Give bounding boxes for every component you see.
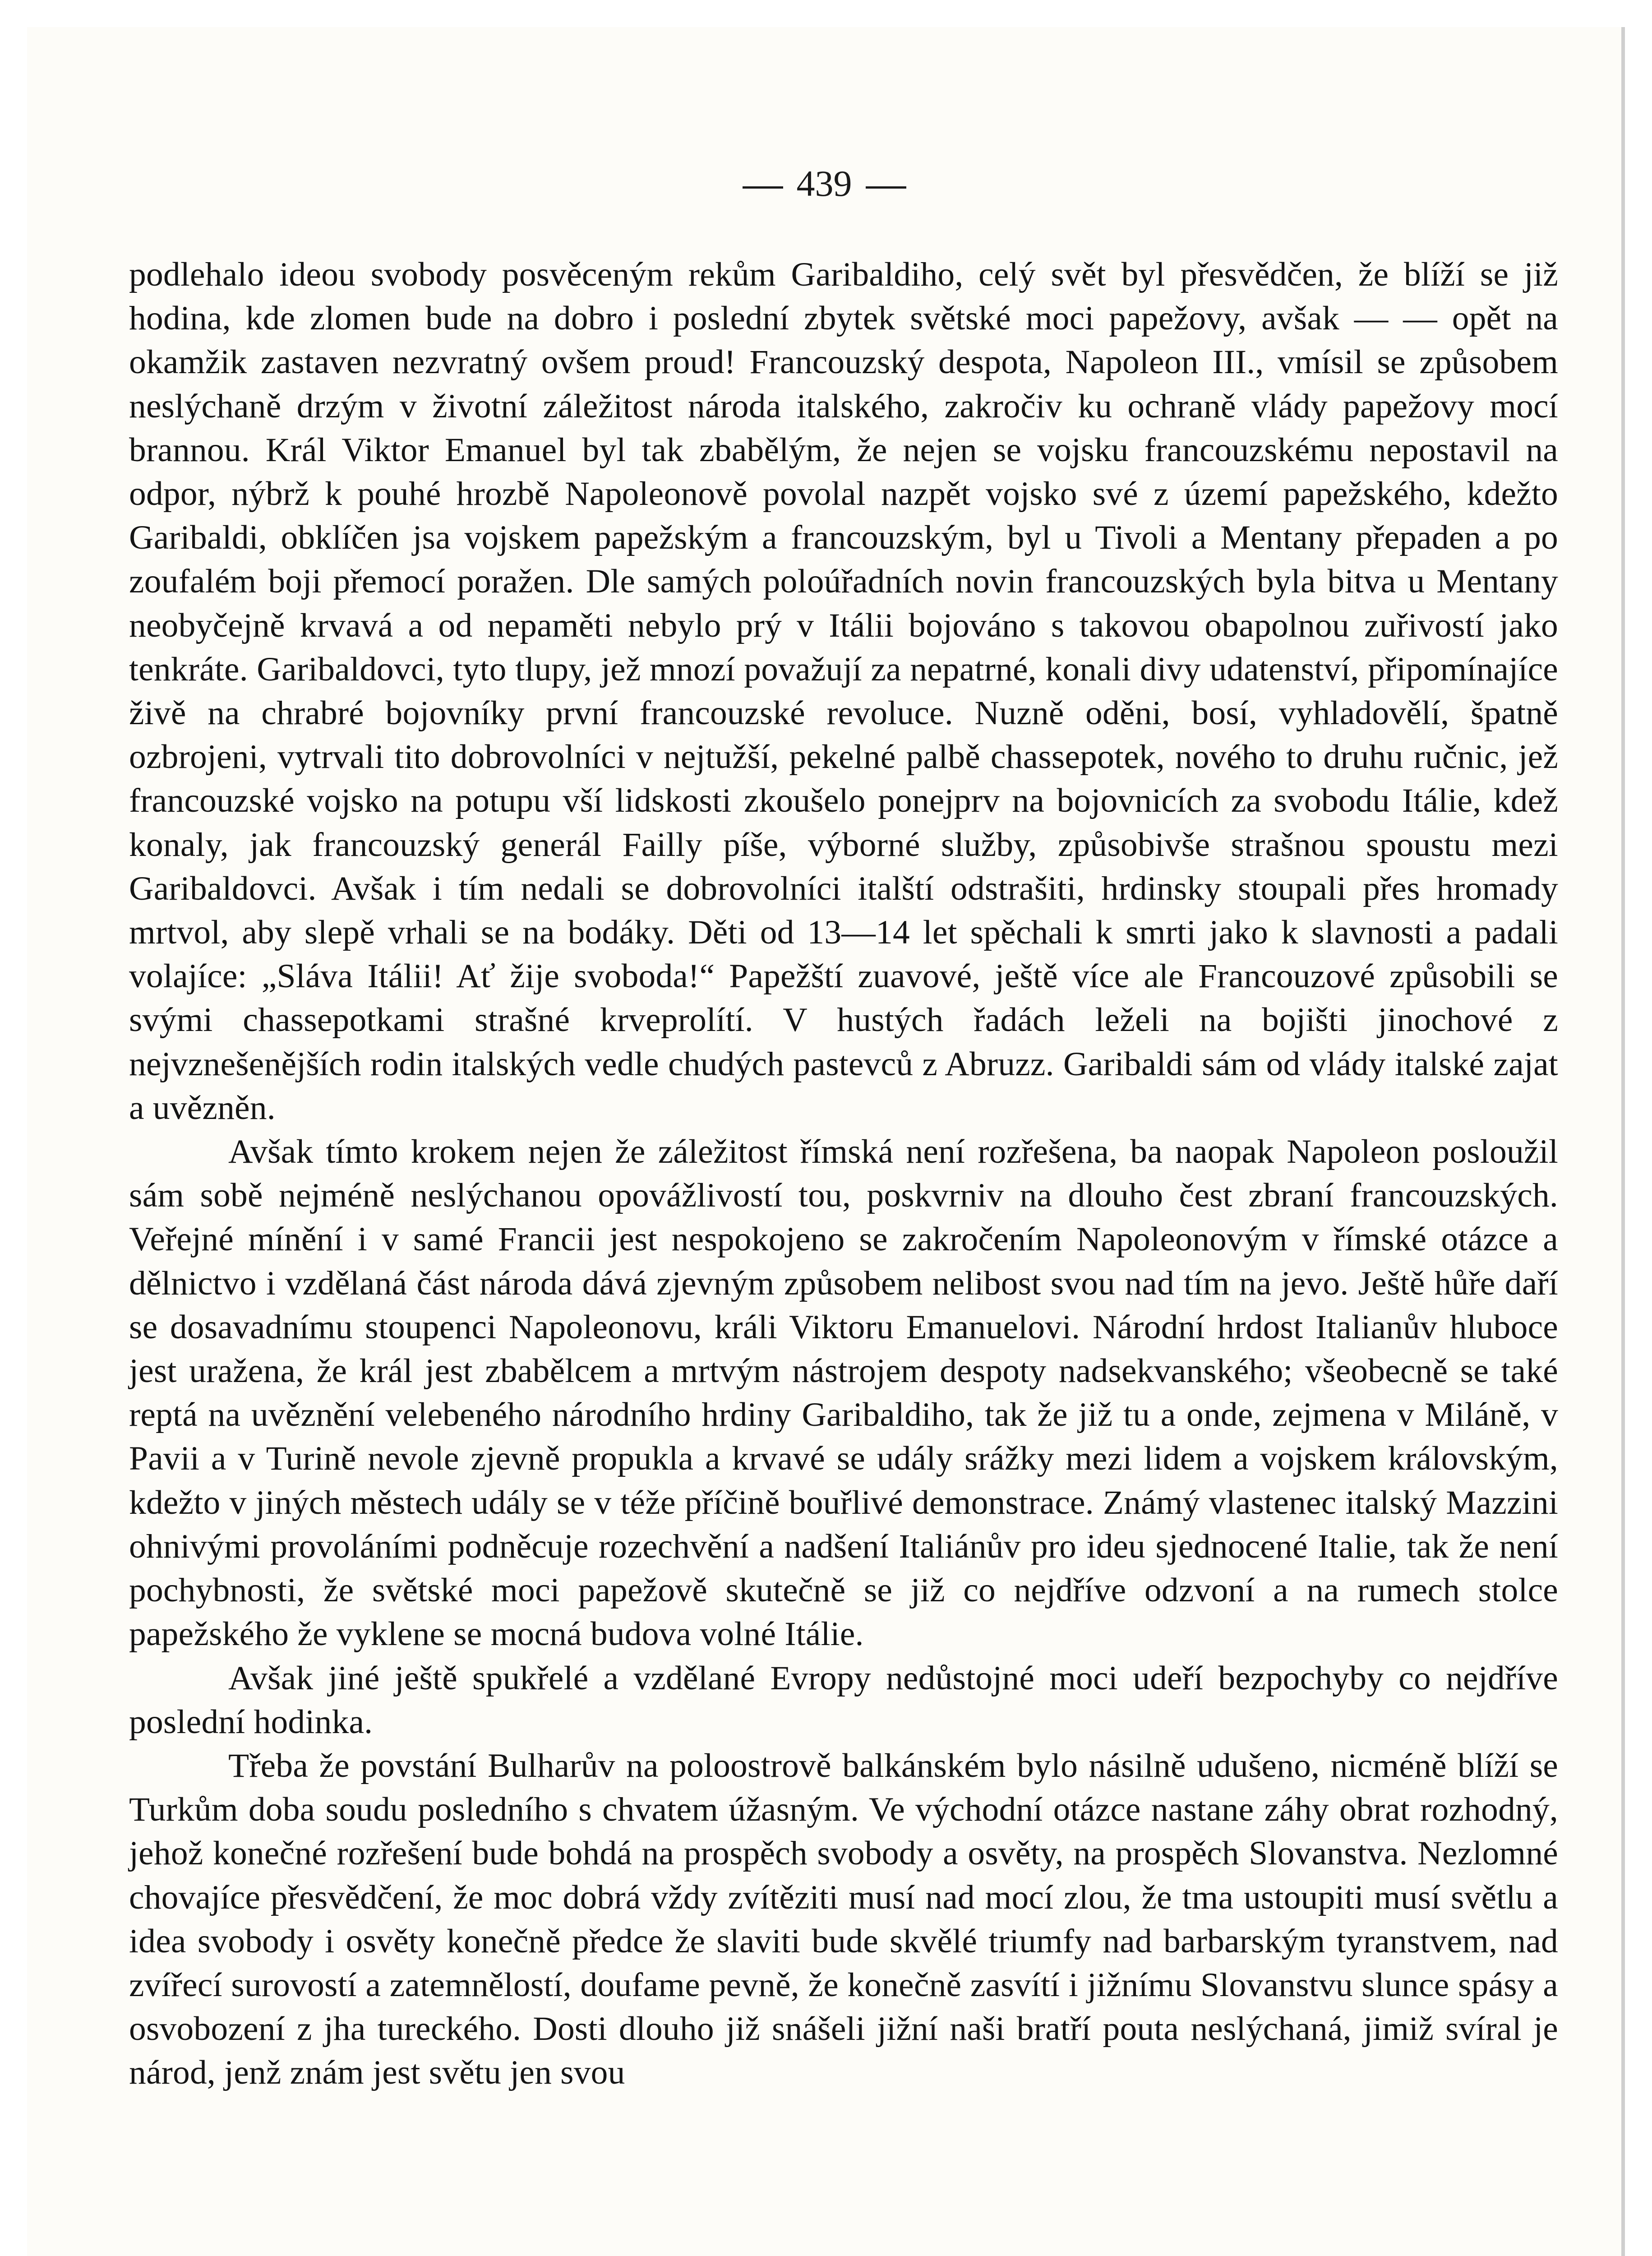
- body-text: [129, 253, 1558, 2095]
- paragraph-3: Avšak jiné ještě spukřelé a vzdělané Evropy nedůstojné moci udeří bezpochyby co nejdříve poslední hodinka.: [129, 1659, 1558, 1741]
- paragraph-2: Avšak tímto krokem nejen že záležitost římská není rozřešena, ba naopak Napoleon posloužil sám sobě nejméně neslýchanou opovážlivostí tou, poskvrniv na dlouho čest zbraní francouzských. Veřejné mínění i v samé Francii jest nespokojeno se zakročením Napoleonovým v římské otázce a dělnictvo i vzdělaná část národa dává zjevným způsobem nelibost svou nad tím na jevo. Ještě hůře daří se dosavadnímu stoupenci Napoleonovu, králi Viktoru Emanuelovi. Národní hrdost Italianův hluboce jest uražena, že král jest zbabělcem a mrtvým nástrojem despoty nadsekvanského; všeobecně se také reptá na uvěznění velebeného národního hrdiny Garibaldiho, tak že již tu a onde, zejmena v Miláně, v Pavii a v Turině nevole zjevně propukla a krvavé se udály srážky mezi lidem a vojskem královským, kdežto v jiných městech udály se v téže příčině bouřlivé demonstrace. Známý vlastenec italský Mazzini ohnivými provoláními podněcuje rozechvění a nadšení Italiánův pro ideu sjednocené Italie, tak že není pochybnosti, že světské moci papežově skutečně se již co nejdříve odzvoní a na rumech stolce papežského že vyklene se mocná budova volné Itálie.: [129, 1133, 1558, 1653]
- page-number: [27, 162, 1621, 205]
- folio-dash-right: [866, 186, 906, 189]
- paragraph-4: Třeba že povstání Bulharův na poloostrově balkánském bylo násilně udušeno, nicméně blíží se Turkům doba soudu posledního s chvatem úžasným. Ve východní otázce nastane záhy obrat rozhodný, jehož konečné rozřešení bude bohdá na prospěch svobody a osvěty, na prospěch Slovanstva. Nezlomné chovajíce přesvědčení, že moc dobrá vždy zvítěziti musí nad mocí zlou, že tma ustoupiti musí světlu a idea svobody i osvěty konečně předce že slaviti bude skvělé triumfy nad barbarským tyranstvem, nad zvířecí surovostí a zatemnělostí, doufame pevně, že konečně zasvítí i jižnímu Slovanstvu slunce spásy a osvobození z jha tureckého. Dosti dlouho již snášeli jižní naši bratří pouta neslýchaná, jimiž svíral je národ, jenž znám jest světu jen svou: [129, 1747, 1558, 2092]
- page-number-text: 439: [796, 163, 852, 204]
- paragraph-1: podlehalo ideou svobody posvěceným rekům Garibaldiho, celý svět byl přesvědčen, že blíží se již hodina, kde zlomen bude na dobro i poslední zbytek světské moci papežovy, avšak — — opět na okamžik zastaven nezvratný ovšem proud! Francouzský despota, Napoleon III., vmísil se způsobem neslýchaně drzým v životní záležitost národa italského, zakročiv ku ochraně vlády papežovy mocí brannou. Král Viktor Emanuel byl tak zbabělým, že nejen se vojsku francouzskému nepostavil na odpor, nýbrž k pouhé hrozbě Napoleonově povolal nazpět vojsko své z území papežského, kdežto Garibaldi, obklíčen jsa vojskem papežským a francouzským, byl u Tivoli a Mentany přepaden a po zoufalém boji přemocí poražen. Dle samých poloúřadních novin francouzských byla bitva u Mentany neobyčejně krvavá a od nepaměti nebylo prý v Itálii bojováno s takovou obapolnou zuřivostí jako tenkráte. Garibaldovci, tyto tlupy, jež mnozí považují za nepatrné, konali divy udatenství, připomínajíce živě na chrabré bojovníky první francouzské revoluce. Nuzně oděni, bosí, vyhladovělí, špatně ozbrojeni, vytrvali tito dobrovolníci v nejtužší, pekelné palbě chassepotek, nového to druhu ručnic, jež francouzské vojsko na potupu vší lidskosti zkoušelo ponejprv na bojovnicích za svobodu Itálie, kdež konaly, jak francouzský generál Failly píše, výborné služby, způsobivše strašnou spoustu mezi Garibaldovci. Avšak i tím nedali se dobrovolníci italští odstrašiti, hrdinsky stoupali přes hromady mrtvol, aby slepě vrhali se na bodáky. Děti od 13—14 let spěchali k smrti jako k slavnosti a padali volajíce: „Sláva Itálii! Ať žije svoboda!“ Papežští zuavové, ještě více ale Francouzové způsobili se svými chassepotkami strašné krveprolítí. V hustých řadách leželi na bojišti jinochové z nejvznešenějších rodin italských vedle chudých pastevců z Abruzz. Garibaldi sám od vlády italské zajat a uvězněn.: [129, 256, 1558, 1127]
- book-page: [27, 27, 1625, 2256]
- folio-dash-left: [743, 186, 783, 189]
